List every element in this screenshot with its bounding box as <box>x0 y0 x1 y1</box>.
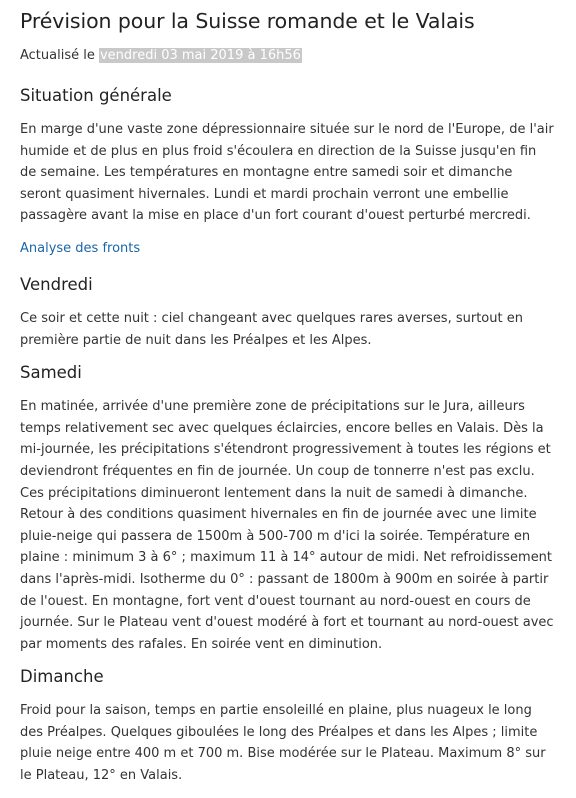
section-vendredi <box>20 273 556 351</box>
section-heading-dimanche: Dimanche <box>20 667 104 687</box>
section-dimanche <box>20 665 556 786</box>
section-samedi <box>20 361 556 655</box>
section-heading-vendredi: Vendredi <box>20 274 93 294</box>
section-text-samedi: En matinée, arrivée d'une première zone de précipitations sur le Jura, ailleurs temps relativement sec avec quelques éclaircies, encore belles en Valais. Dès la mi-journée, les précipitations s'étendront progressivement à toutes les régions et deviendront fréquentes en fin de journée. Un coup de tonnerre n'est pas exclu. Ces précipitations diminueront lentement dans la nuit de samedi à dimanche. Retour à des conditions quasiment hivernales en fin de journée avec une limite pluie-neige qui passera de 1500m à 500-700 m d'ici la soirée. Température en plaine : minimum 3 à 6° ; maximum 11 à 14° autour de midi. Net refroidissement dans l'après-midi. Isotherme du 0° : passant de 1800m à 900m en soirée à partir de l'ouest. En montagne, fort vent d'ouest tournant au nord-ouest en cours de journée. Sur le Plateau vent d'ouest modéré à fort et tournant au nord-ouest avec par moments des rafales. En soirée vent en diminution. <box>20 399 554 652</box>
section-text-dimanche: Froid pour la saison, temps en partie ensoleillé en plaine, plus nuageux le long des Préalpes. Quelques giboulées le long des Préalpes et dans les Alpes ; limite pluie neige entre 400 m et 700 m. Bise modérée sur le Plateau. Maximum 8° sur le Plateau, 12° en Valais. <box>20 703 546 784</box>
section-heading-situation: Situation générale <box>20 86 172 105</box>
update-line <box>20 47 556 65</box>
section-situation <box>20 84 556 273</box>
section-text-situation: En marge d'une vaste zone dépressionnaire située sur le nord de l'Europe, de l'air humide et de plus en plus froid s'écoulera en direction de la Suisse jusqu'en fin de semaine. Les températures en montagne entre samedi soir et dimanche seront quasiment hivernales. Lundi et mardi prochain verront une embellie passagère avant la mise en place d'un fort courant d'ouest perturbé mercredi. <box>20 122 554 224</box>
section-heading-samedi: Samedi <box>20 363 82 383</box>
update-prefix: Actualisé le <box>20 48 99 63</box>
fronts-analysis-link[interactable]: Analyse des fronts <box>20 240 141 256</box>
page-title: Prévision pour la Suisse romande et le Valais <box>20 9 475 33</box>
section-text-vendredi: Ce soir et cette nuit : ciel changeant avec quelques rares averses, surtout en première partie de nuit dans les Préalpes et les Alpes. <box>20 310 523 348</box>
update-date: vendredi 03 mai 2019 à 16h56 <box>99 48 301 63</box>
